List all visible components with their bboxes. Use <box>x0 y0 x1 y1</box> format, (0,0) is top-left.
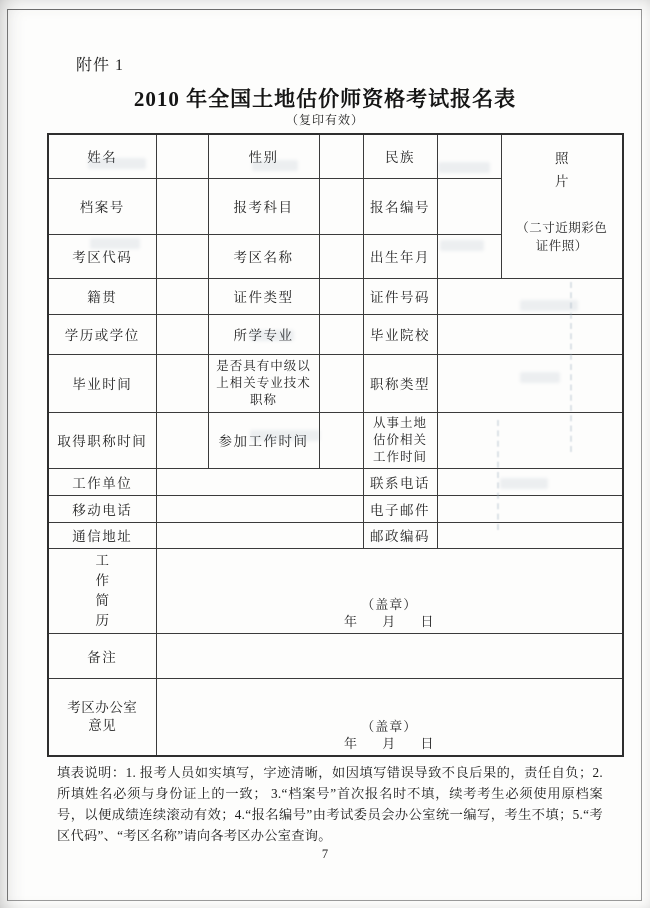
value-work-start-date <box>319 412 363 468</box>
label-title-type: 职称类型 <box>363 354 437 412</box>
value-birth-date <box>437 234 501 278</box>
registration-form-table <box>47 133 624 757</box>
row-address <box>48 522 623 548</box>
value-id-number <box>437 278 623 314</box>
attachment-label: 附件 1 <box>76 57 125 74</box>
value-file-no <box>156 178 208 234</box>
page-number: 7 <box>321 847 329 861</box>
value-contact-phone <box>437 468 623 495</box>
label-mobile-phone: 移动电话 <box>48 495 156 522</box>
value-mobile-phone <box>156 495 363 522</box>
value-gender <box>319 134 363 178</box>
value-title-obtain-date <box>156 412 208 468</box>
value-mid-level-title <box>319 354 363 412</box>
seal-label: （盖章） <box>361 719 418 734</box>
value-education <box>156 314 208 354</box>
label-native-place: 籍贯 <box>48 278 156 314</box>
row-name <box>48 134 623 178</box>
label-work-start-date: 参加工作时间 <box>208 412 319 468</box>
photo-note: （二寸近期彩色证件照） <box>516 221 608 253</box>
value-email <box>437 495 623 522</box>
photo-label: 照片 <box>555 151 569 189</box>
row-employer <box>48 468 623 495</box>
seal-label: （盖章） <box>361 596 418 612</box>
label-land-work-time: 从事土地估价相关工作时间 <box>363 412 437 468</box>
value-ethnicity <box>437 134 501 178</box>
label-name: 姓名 <box>48 134 156 178</box>
label-id-type: 证件类型 <box>208 278 319 314</box>
value-native-place <box>156 278 208 314</box>
label-school: 毕业院校 <box>363 314 437 354</box>
value-postal-code <box>437 522 623 548</box>
row-education <box>48 314 623 354</box>
page-title: 2010 年全国土地估价师资格考试报名表 <box>133 87 517 111</box>
value-registration-no <box>437 178 501 234</box>
label-file-no: 档案号 <box>48 178 156 234</box>
value-exam-subject <box>319 178 363 234</box>
row-work-history <box>48 548 623 633</box>
label-title-obtain-date: 取得职称时间 <box>48 412 156 468</box>
label-id-number: 证件号码 <box>363 278 437 314</box>
value-id-type <box>319 278 363 314</box>
label-major: 所学专业 <box>208 314 319 354</box>
value-work-history <box>156 548 623 633</box>
label-work-history: 工作简历 <box>48 548 156 633</box>
label-exam-subject: 报考科目 <box>208 178 319 234</box>
label-email: 电子邮件 <box>363 495 437 522</box>
row-office-opinion <box>48 678 623 756</box>
row-graduation <box>48 354 623 412</box>
value-title-type <box>437 354 623 412</box>
label-area-code: 考区代码 <box>48 234 156 278</box>
value-area-code <box>156 234 208 278</box>
label-graduation-date: 毕业时间 <box>48 354 156 412</box>
label-office-opinion: 考区办公室意见 <box>48 678 156 756</box>
row-title-dates <box>48 412 623 468</box>
value-mailing-address <box>156 522 363 548</box>
label-area-name: 考区名称 <box>208 234 319 278</box>
row-native-place <box>48 278 623 314</box>
value-name <box>156 134 208 178</box>
label-ethnicity: 民族 <box>363 134 437 178</box>
value-graduation-date <box>156 354 208 412</box>
row-mobile <box>48 495 623 522</box>
label-postal-code: 邮政编码 <box>363 522 437 548</box>
value-remarks <box>156 633 623 678</box>
label-birth-date: 出生年月 <box>363 234 437 278</box>
value-land-work-time <box>437 412 623 468</box>
label-gender: 性别 <box>208 134 319 178</box>
label-registration-no: 报名编号 <box>363 178 437 234</box>
row-remarks <box>48 633 623 678</box>
photo-box <box>501 134 623 278</box>
label-employer: 工作单位 <box>48 468 156 495</box>
date-line: 年 月 日 <box>343 613 435 629</box>
value-school <box>437 314 623 354</box>
label-education: 学历或学位 <box>48 314 156 354</box>
label-contact-phone: 联系电话 <box>363 468 437 495</box>
value-major <box>319 314 363 354</box>
value-area-name <box>319 234 363 278</box>
value-employer <box>156 468 363 495</box>
value-office-opinion <box>156 678 623 756</box>
label-mailing-address: 通信地址 <box>48 522 156 548</box>
date-line: 年 月 日 <box>343 736 435 751</box>
label-mid-level-title: 是否具有中级以上相关专业技术职称 <box>208 354 319 412</box>
page-subtitle: （复印有效） <box>285 113 364 127</box>
label-remarks: 备注 <box>48 633 156 678</box>
form-instructions: 填表说明：1. 报考人员如实填写，字迹清晰，如因填写错误导致不良后果的，责任自负；2. 所填姓名必须与身份证上的一致； 3.“档案号”首次报名时不填，续考考生必须使用原档案号，以便成绩连续滚动有效；4.“报名编号”由考试委员会办公室统一编写，考生不填；5.“考区代码”、“考区名称”请向各考区办公室查询。 <box>57 765 603 843</box>
